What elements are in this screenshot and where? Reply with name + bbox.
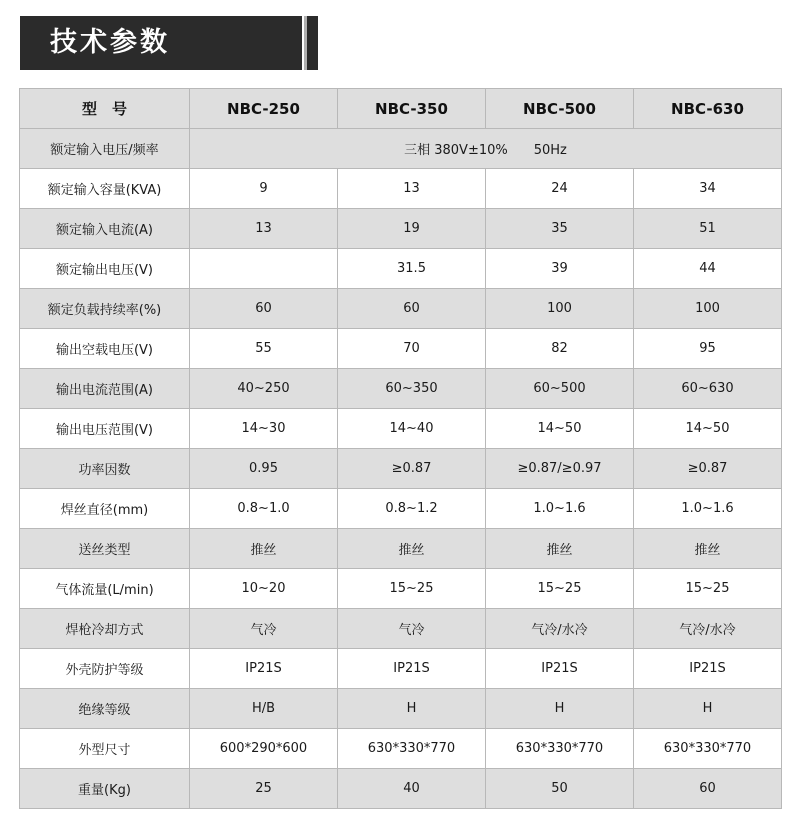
table-cell: 推丝 bbox=[338, 529, 486, 569]
spec-table bbox=[19, 88, 782, 809]
row-label: 焊丝直径(mm) bbox=[20, 489, 190, 529]
row-label: 绝缘等级 bbox=[20, 689, 190, 729]
table-cell: 13 bbox=[338, 169, 486, 209]
table-cell: 14~40 bbox=[338, 409, 486, 449]
table-cell: 630*330*770 bbox=[634, 729, 782, 769]
table-cell: 13 bbox=[190, 209, 338, 249]
table-cell: IP21S bbox=[190, 649, 338, 689]
table-cell: 34 bbox=[634, 169, 782, 209]
table-cell: 40~250 bbox=[190, 369, 338, 409]
row-label: 功率因数 bbox=[20, 449, 190, 489]
table-cell: 气冷 bbox=[190, 609, 338, 649]
table-cell: 82 bbox=[486, 329, 634, 369]
table-cell: 气冷/水冷 bbox=[486, 609, 634, 649]
table-row bbox=[20, 769, 782, 809]
table-cell: 推丝 bbox=[486, 529, 634, 569]
column-header-nbc-350: NBC-350 bbox=[338, 89, 486, 129]
table-row bbox=[20, 129, 782, 169]
banner-accent-bar bbox=[307, 16, 318, 70]
table-cell: 1.0~1.6 bbox=[634, 489, 782, 529]
row-label: 额定输入电压/频率 bbox=[20, 129, 190, 169]
table-cell: H/B bbox=[190, 689, 338, 729]
row-label: 外壳防护等级 bbox=[20, 649, 190, 689]
table-cell: 1.0~1.6 bbox=[486, 489, 634, 529]
table-cell: 15~25 bbox=[486, 569, 634, 609]
table-cell: 60~350 bbox=[338, 369, 486, 409]
section-title: 技术参数 bbox=[50, 27, 170, 58]
row-label: 焊枪冷却方式 bbox=[20, 609, 190, 649]
column-header-nbc-250: NBC-250 bbox=[190, 89, 338, 129]
table-row bbox=[20, 489, 782, 529]
table-cell: H bbox=[338, 689, 486, 729]
table-cell: 35 bbox=[486, 209, 634, 249]
table-cell: 24 bbox=[486, 169, 634, 209]
table-cell: 51 bbox=[634, 209, 782, 249]
table-cell: 600*290*600 bbox=[190, 729, 338, 769]
column-header-nbc-500: NBC-500 bbox=[486, 89, 634, 129]
table-cell: 15~25 bbox=[338, 569, 486, 609]
table-cell: 50 bbox=[486, 769, 634, 809]
row-label: 额定输入容量(KVA) bbox=[20, 169, 190, 209]
row-label: 输出空载电压(V) bbox=[20, 329, 190, 369]
table-cell: 9 bbox=[190, 169, 338, 209]
table-cell: 95 bbox=[634, 329, 782, 369]
table-cell: 推丝 bbox=[634, 529, 782, 569]
table-cell: 100 bbox=[486, 289, 634, 329]
row-label: 额定输入电流(A) bbox=[20, 209, 190, 249]
table-cell: IP21S bbox=[486, 649, 634, 689]
table-cell: 100 bbox=[634, 289, 782, 329]
table-cell: H bbox=[634, 689, 782, 729]
table-cell: 60~630 bbox=[634, 369, 782, 409]
table-cell: 60 bbox=[190, 289, 338, 329]
table-body bbox=[20, 129, 782, 809]
table-row bbox=[20, 249, 782, 289]
table-cell-merged: 三相 380V±10% 50Hz bbox=[190, 129, 782, 169]
table-row bbox=[20, 329, 782, 369]
table-cell: 630*330*770 bbox=[486, 729, 634, 769]
table-cell: ≥0.87 bbox=[634, 449, 782, 489]
table-cell: 60 bbox=[634, 769, 782, 809]
row-label: 重量(Kg) bbox=[20, 769, 190, 809]
table-row bbox=[20, 649, 782, 689]
table-row bbox=[20, 569, 782, 609]
table-cell bbox=[190, 249, 338, 289]
table-cell: 10~20 bbox=[190, 569, 338, 609]
row-label: 额定负载持续率(%) bbox=[20, 289, 190, 329]
table-cell: 25 bbox=[190, 769, 338, 809]
table-cell: 39 bbox=[486, 249, 634, 289]
table-cell: 31.5 bbox=[338, 249, 486, 289]
table-cell: H bbox=[486, 689, 634, 729]
table-cell: 气冷 bbox=[338, 609, 486, 649]
row-label: 输出电压范围(V) bbox=[20, 409, 190, 449]
table-cell: 40 bbox=[338, 769, 486, 809]
table-cell: ≥0.87/≥0.97 bbox=[486, 449, 634, 489]
row-label: 额定输出电压(V) bbox=[20, 249, 190, 289]
table-cell: 60~500 bbox=[486, 369, 634, 409]
table-row bbox=[20, 449, 782, 489]
table-row bbox=[20, 209, 782, 249]
table-cell: 19 bbox=[338, 209, 486, 249]
table-row bbox=[20, 689, 782, 729]
row-label: 输出电流范围(A) bbox=[20, 369, 190, 409]
table-cell: 70 bbox=[338, 329, 486, 369]
table-cell: 推丝 bbox=[190, 529, 338, 569]
table-cell: 60 bbox=[338, 289, 486, 329]
table-cell: 44 bbox=[634, 249, 782, 289]
table-cell: 气冷/水冷 bbox=[634, 609, 782, 649]
table-cell: 0.95 bbox=[190, 449, 338, 489]
table-cell: 0.8~1.2 bbox=[338, 489, 486, 529]
row-label: 外型尺寸 bbox=[20, 729, 190, 769]
table-cell: IP21S bbox=[338, 649, 486, 689]
table-cell: 0.8~1.0 bbox=[190, 489, 338, 529]
table-cell: 630*330*770 bbox=[338, 729, 486, 769]
table-cell: IP21S bbox=[634, 649, 782, 689]
table-row bbox=[20, 609, 782, 649]
table-row bbox=[20, 289, 782, 329]
table-cell: ≥0.87 bbox=[338, 449, 486, 489]
table-row bbox=[20, 729, 782, 769]
column-header-nbc-630: NBC-630 bbox=[634, 89, 782, 129]
table-row bbox=[20, 169, 782, 209]
section-banner bbox=[20, 16, 302, 70]
table-cell: 14~50 bbox=[486, 409, 634, 449]
table-cell: 14~30 bbox=[190, 409, 338, 449]
table-cell: 15~25 bbox=[634, 569, 782, 609]
column-header-model: 型 号 bbox=[20, 89, 190, 129]
row-label: 送丝类型 bbox=[20, 529, 190, 569]
table-row bbox=[20, 529, 782, 569]
table-header-row bbox=[20, 89, 782, 129]
row-label: 气体流量(L/min) bbox=[20, 569, 190, 609]
table-cell: 14~50 bbox=[634, 409, 782, 449]
table-row bbox=[20, 369, 782, 409]
table-row bbox=[20, 409, 782, 449]
table-cell: 55 bbox=[190, 329, 338, 369]
